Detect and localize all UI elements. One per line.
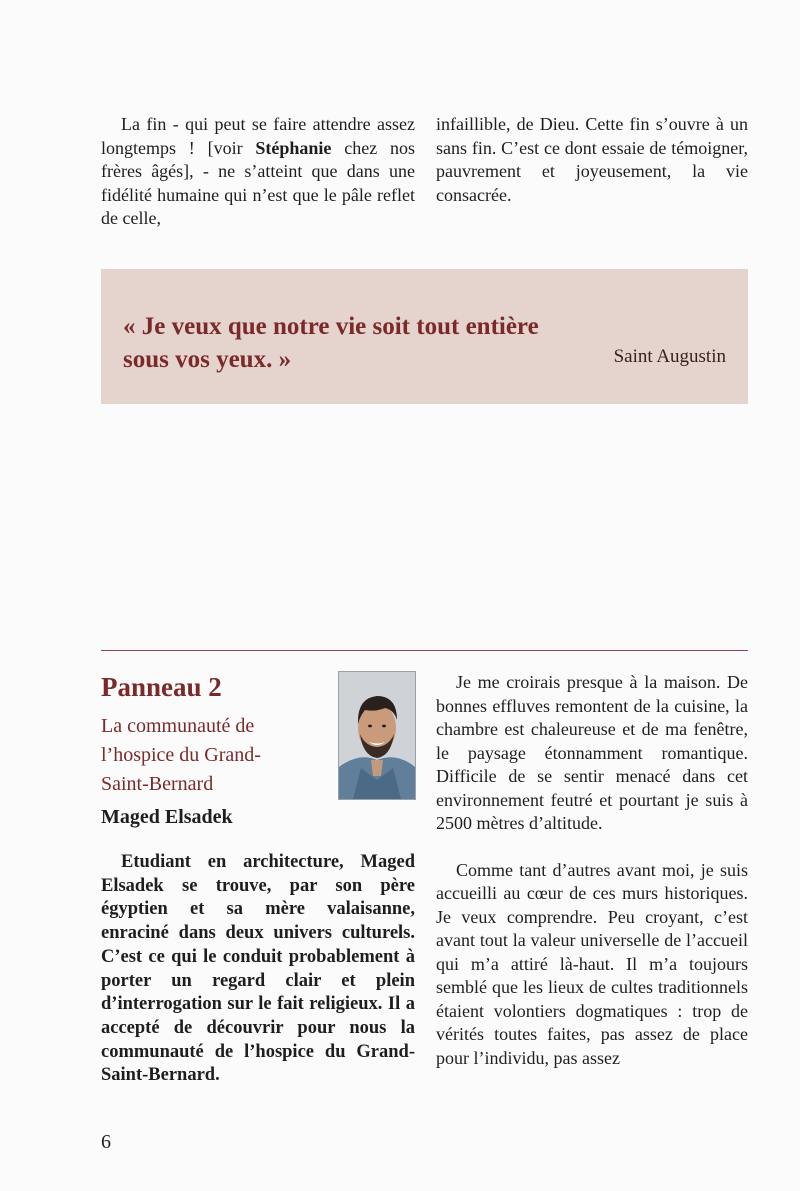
panel-intro	[101, 851, 415, 1088]
top-left-text-end: chez nos frères âgés], - ne s’atteint que dans une fidélité humaine qui n’est que le pâle reflet de celle,	[101, 137, 415, 228]
panel-subtitle-line-3: Saint-Bernard	[101, 773, 214, 795]
right-paragraph-1: Je me croirais presque à la maison. De bonnes effluves remontent de la cuisine, la chambre est chaleureuse et de ma fenêtre, le paysage étonnamment romantique. Difficile de se sentir menacé dans cet environnement feutré et pourtant je suis à 2500 mètres d’altitude.	[436, 672, 748, 833]
panel-subtitle-line-1: La communauté de	[101, 715, 255, 737]
panel-subtitle	[101, 712, 301, 799]
panel-author: Maged Elsadek	[101, 806, 233, 828]
panel-intro-text: Etudiant en architecture, Maged Elsadek se trouve, par son père égyptien et sa mère valaisanne, enraciné dans deux univers culturels. C’est ce qui le conduit probablement à porter un regard clair et plein d’interrogation sur le fait religieux. Il a accepté de découvrir pour nous la communauté de l’hospice du Grand-Saint-Bernard.	[101, 852, 415, 1086]
right-paragraph-2: Comme tant d’autres avant moi, je suis accueilli au cœur de ces murs historiques. Je veux comprendre. Peu croyant, c’est avant tout la valeur universelle de l’accueil qui m’a attiré là-haut. Il m’a toujours semblé que les lieux de cultes traditionnels étaient volontiers dogmatiques : trop de vérités toutes faites, pas assez de place pour l’individu, pas assez	[436, 859, 748, 1068]
quote-line-2: sous vos yeux. »	[123, 346, 292, 373]
quote-line-1: « Je veux que notre vie soit tout entière	[123, 313, 539, 340]
portrait-photo-icon	[338, 671, 416, 800]
quote-author: Saint Augustin	[613, 346, 726, 367]
section-divider	[101, 650, 748, 651]
top-left-column	[101, 113, 415, 231]
top-right-text: infaillible, de Dieu. Cette fin s’ouvre à un sans fin. C’est ce dont essaie de témoigner, pauvrement et joyeusement, la vie consacrée.	[436, 114, 748, 205]
stephanie-bold: Stéphanie	[255, 137, 332, 158]
page-number: 6	[101, 1131, 111, 1153]
bottom-right-column	[436, 671, 748, 1070]
portrait-illustration	[339, 672, 415, 799]
quote-box	[101, 269, 748, 404]
quote-text	[123, 310, 643, 376]
top-left-text-start: La fin - qui peut se faire attendre assez longtemps ! [voir	[101, 114, 415, 158]
top-right-column	[436, 113, 748, 207]
panel-title: Panneau 2	[101, 672, 222, 702]
panel-subtitle-line-2: l’hospice du Grand-	[101, 744, 261, 766]
